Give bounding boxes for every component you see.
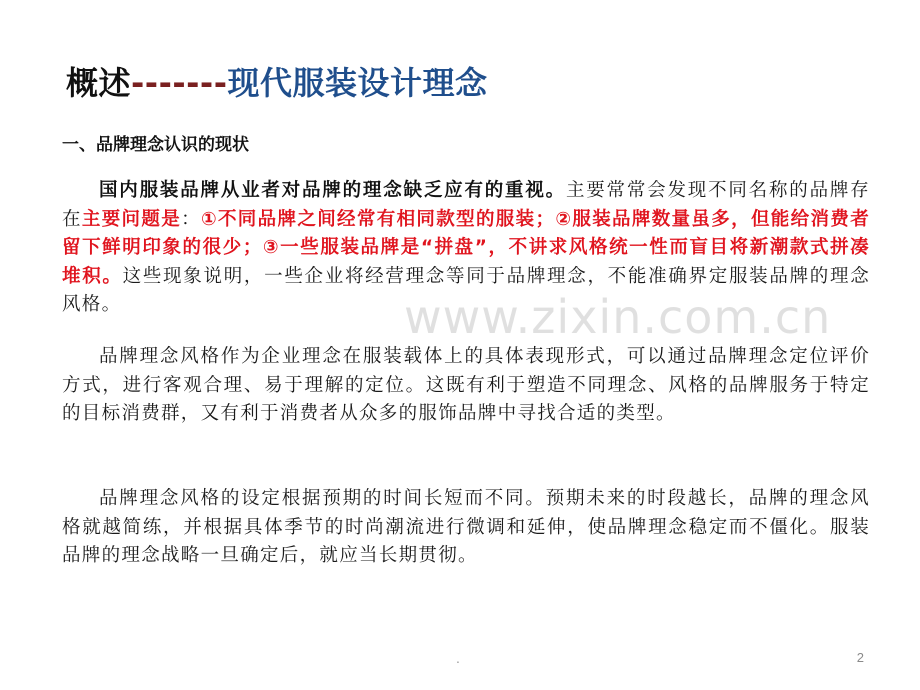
slide-title <box>66 58 488 104</box>
title-part-overview: 概述 <box>66 64 132 102</box>
paragraph-1 <box>62 177 870 320</box>
paragraph-1-colon: ： <box>181 208 201 230</box>
paragraph-1-red-label: 主要问题是 <box>81 208 182 230</box>
paragraph-1-lead: 国内服装品牌从业者对品牌的理念缺乏应有的重视。 <box>99 180 566 201</box>
page-number: 2 <box>856 650 864 665</box>
paragraph-2: 品牌理念风格作为企业理念在服装载体上的具体表现形式，可以通过品牌理念定位评价方式，进行客观合理、易于理解的定位。这既有利于塑造不同理念、风格的品牌服务于特定的目标消费群，又有利于消费者从众多的服饰品牌中寻找合适的类型。 <box>62 346 870 424</box>
section-heading: 一、品牌理念认识的现状 <box>62 135 249 155</box>
paragraph-3: 品牌理念风格的设定根据预期的时间长短而不同。预期未来的时段越长，品牌的理念风格就越简练，并根据具体季节的时尚潮流进行微调和延伸，使品牌理念稳定而不僵化。服装品牌的理念战略一旦确定后，就应当长期贯彻。 <box>62 488 870 566</box>
watermark: www.zixin.com.cn <box>404 290 832 344</box>
footer-dot: . <box>456 650 460 666</box>
title-dashes: ------- <box>131 64 228 102</box>
title-part-topic: 现代服装设计理念 <box>227 64 488 102</box>
paragraph-1-text-a: 主要常常会发现不同名称的品牌存在 <box>62 180 870 230</box>
paragraph-1-text-b: 这些现象说明，一些企业将经营理念等同于品牌理念，不能准确界定服装品牌的理念风格。 <box>62 265 870 315</box>
paragraph-1-red-points: ①不同品牌之间经常有相同款型的服装；②服装品牌数量虽多，但能给消费者留下鲜明印象的很少；③一些服装品牌是“拼盘”，不讲求风格统一性而盲目将新潮款式拼凑堆积。 <box>62 208 870 287</box>
